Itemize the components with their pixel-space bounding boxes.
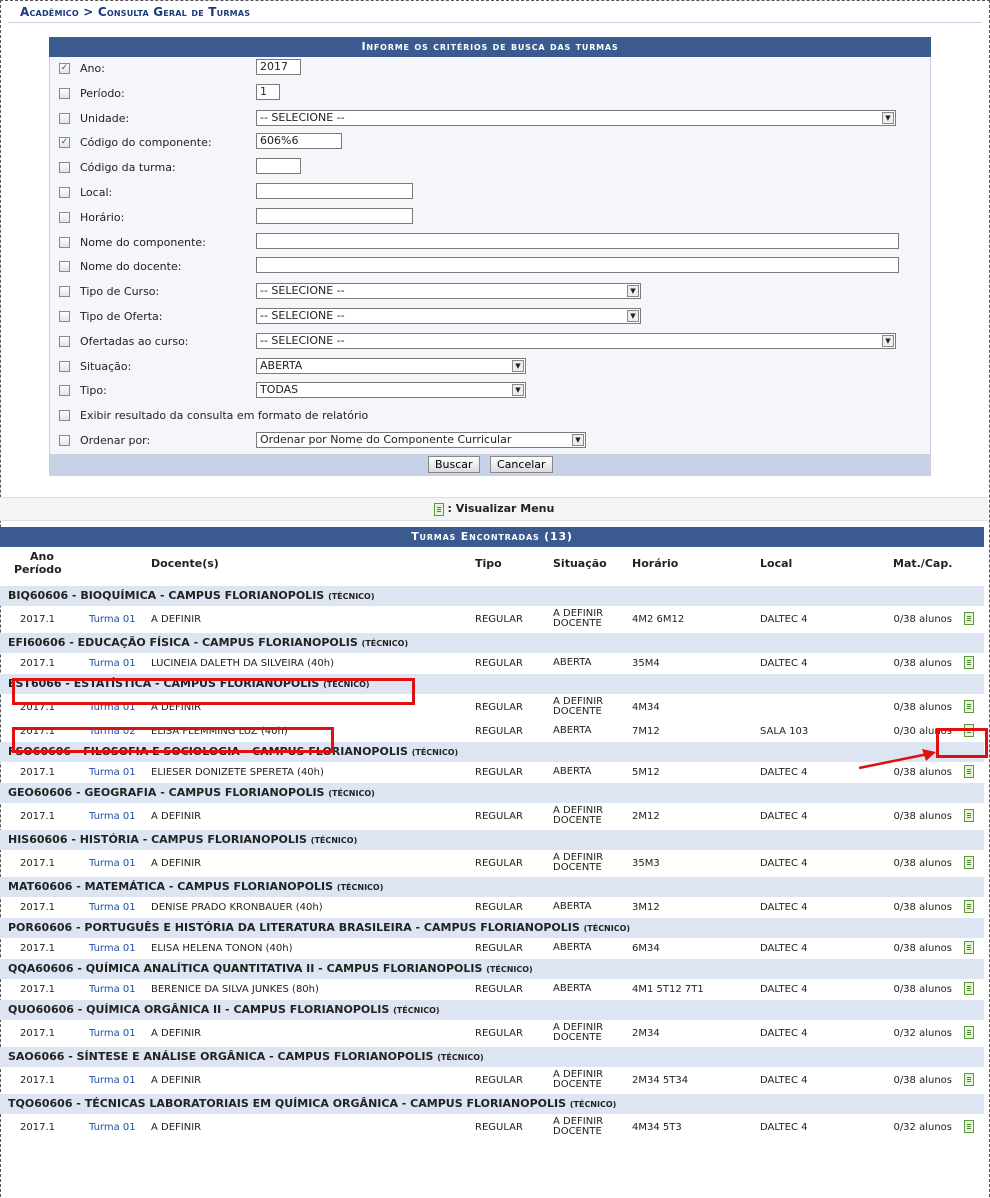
filter-select[interactable] — [256, 110, 896, 126]
cell-matcap: 0/30 alunos — [893, 726, 952, 737]
cell-tipo: REGULAR — [475, 1122, 523, 1133]
filter-checkbox[interactable] — [59, 212, 70, 223]
filter-checkbox[interactable] — [59, 361, 70, 372]
cell-local: DALTEC 4 — [760, 811, 808, 822]
table-row — [0, 653, 984, 674]
course-group-header — [0, 586, 984, 606]
header-horario: Horário — [632, 557, 679, 570]
search-row — [50, 379, 930, 404]
cell-local: DALTEC 4 — [760, 1122, 808, 1133]
cell-tipo: REGULAR — [475, 1075, 523, 1086]
filter-label: Código do componente: — [80, 136, 212, 150]
course-group-title: GEO60606 - GEOGRAFIA - CAMPUS FLORIANOPOLIS — [8, 786, 325, 799]
cell-horario: 5M12 — [632, 767, 660, 778]
cell-tipo: REGULAR — [475, 658, 523, 669]
course-group-tag: (TÉCNICO) — [411, 748, 459, 757]
chevron-down-icon[interactable]: ▼ — [627, 310, 639, 322]
results-header-row — [0, 547, 984, 586]
cell-situacao: A DEFINIR DOCENTE — [553, 805, 604, 826]
course-group-tag: (TÉCNICO) — [323, 680, 370, 689]
menu-legend — [0, 497, 988, 521]
filter-label: Unidade: — [80, 111, 130, 125]
cell-docente: A DEFINIR — [151, 858, 202, 869]
filter-checkbox[interactable] — [59, 162, 70, 173]
header-local: Local — [760, 557, 793, 570]
view-menu-icon[interactable] — [964, 941, 974, 954]
table-row — [0, 606, 984, 633]
cell-tipo: REGULAR — [475, 614, 523, 625]
course-group-header — [0, 830, 984, 850]
view-menu-icon[interactable] — [964, 1073, 974, 1086]
search-row — [50, 181, 930, 206]
search-form-body — [49, 57, 931, 454]
search-row — [50, 131, 930, 156]
cell-horario: 4M1 5T12 7T1 — [632, 984, 704, 995]
course-group-title: TQO60606 - TÉCNICAS LABORATORIAIS EM QUÍMICA ORGÂNICA - CAMPUS FLORIANOPOLIS — [8, 1097, 567, 1110]
filter-checkbox[interactable] — [59, 286, 70, 297]
course-group-header — [0, 633, 984, 653]
turma-link[interactable]: Turma 01 — [89, 943, 136, 954]
course-group-title: SAO6066 - SÍNTESE E ANÁLISE ORGÂNICA - CAMPUS FLORIANOPOLIS — [8, 1050, 434, 1063]
filter-checkbox[interactable] — [59, 113, 70, 124]
cell-local: DALTEC 4 — [760, 658, 808, 669]
view-menu-icon — [434, 503, 444, 516]
filter-label: Código da turma: — [80, 161, 176, 175]
cell-periodo: 2017.1 — [20, 1075, 55, 1086]
cell-horario: 2M34 — [632, 1028, 660, 1039]
filter-input[interactable] — [256, 208, 413, 224]
filter-checkbox[interactable] — [59, 311, 70, 322]
cell-horario: 4M34 — [632, 702, 660, 713]
filter-label: Nome do componente: — [80, 235, 206, 249]
cell-situacao: ABERTA — [553, 901, 592, 912]
cell-situacao: ABERTA — [553, 766, 592, 777]
filter-label: Tipo de Curso: — [80, 285, 160, 299]
cell-local: DALTEC 4 — [760, 1028, 808, 1039]
course-group-title: HIS60606 - HISTÓRIA - CAMPUS FLORIANOPOLIS — [8, 833, 307, 846]
header-docentes: Docente(s) — [151, 557, 219, 570]
turma-link[interactable]: Turma 01 — [89, 658, 136, 669]
view-menu-icon[interactable] — [964, 612, 974, 625]
filter-checkbox[interactable] — [59, 88, 70, 99]
filter-checkbox[interactable] — [59, 261, 70, 272]
view-menu-icon[interactable] — [964, 700, 974, 713]
course-group-tag: (TÉCNICO) — [336, 883, 384, 892]
filter-label: Local: — [80, 185, 113, 199]
search-row — [50, 107, 930, 132]
table-row — [0, 938, 984, 959]
cell-docente: A DEFINIR — [151, 1075, 202, 1086]
turma-link[interactable]: Turma 01 — [89, 902, 136, 913]
course-group-title: QQA60606 - QUÍMICA ANALÍTICA QUANTITATIVA II - CAMPUS FLORIANOPOLIS — [8, 962, 483, 975]
cell-local: DALTEC 4 — [760, 767, 808, 778]
menu-legend-text: : Visualizar Menu — [447, 502, 555, 515]
table-row — [0, 979, 984, 1000]
course-group-title: EFI60606 - EDUCAÇÃO FÍSICA - CAMPUS FLORIANOPOLIS — [8, 636, 358, 649]
filter-label: Horário: — [80, 210, 125, 224]
cell-docente: ELISA FLEMMING LUZ (40h) — [151, 726, 288, 737]
filter-checkbox[interactable] — [59, 336, 70, 347]
cell-periodo: 2017.1 — [20, 1028, 55, 1039]
view-menu-icon[interactable] — [964, 900, 974, 913]
cell-docente: DENISE PRADO KRONBAUER (40h) — [151, 902, 323, 913]
course-group-tag: (TÉCNICO) — [328, 592, 375, 601]
filter-label: Situação: — [80, 359, 132, 373]
filter-checkbox[interactable] — [59, 187, 70, 198]
buscar-button[interactable]: Buscar — [428, 456, 480, 473]
turma-link[interactable]: Turma 01 — [89, 1122, 136, 1133]
filter-label: Ofertadas ao curso: — [80, 334, 189, 348]
cell-periodo: 2017.1 — [20, 614, 55, 625]
turma-link[interactable]: Turma 02 — [89, 726, 136, 737]
filter-checkbox[interactable] — [59, 237, 70, 248]
filter-select[interactable] — [256, 432, 586, 448]
cell-periodo: 2017.1 — [20, 811, 55, 822]
cell-matcap: 0/38 alunos — [893, 658, 952, 669]
chevron-down-icon[interactable]: ▼ — [512, 384, 524, 396]
filter-label: Tipo de Oferta: — [80, 309, 163, 323]
breadcrumb: Acadêmico > Consulta Geral de Turmas — [20, 5, 251, 19]
filter-select[interactable] — [256, 333, 896, 349]
cell-matcap: 0/32 alunos — [893, 1122, 952, 1133]
highlight-arrow — [856, 749, 938, 771]
cell-local: DALTEC 4 — [760, 858, 808, 869]
cell-horario: 35M4 — [632, 658, 660, 669]
turma-link[interactable]: Turma 01 — [89, 702, 136, 713]
table-row — [0, 803, 984, 830]
chevron-down-icon[interactable]: ▼ — [882, 112, 894, 124]
cell-situacao: ABERTA — [553, 983, 592, 994]
header-periodo: Período — [14, 563, 62, 576]
cell-horario: 4M34 5T3 — [632, 1122, 682, 1133]
cell-docente: BERENICE DA SILVA JUNKES (80h) — [151, 984, 319, 995]
filter-checkbox[interactable] — [59, 385, 70, 396]
cell-periodo: 2017.1 — [20, 858, 55, 869]
cell-periodo: 2017.1 — [20, 767, 55, 778]
cell-docente: A DEFINIR — [151, 1122, 202, 1133]
filter-input[interactable] — [256, 183, 413, 199]
cell-matcap: 0/38 alunos — [893, 943, 952, 954]
cell-periodo: 2017.1 — [20, 1122, 55, 1133]
turma-link[interactable]: Turma 01 — [89, 614, 136, 625]
course-group-tag: (TÉCNICO) — [310, 836, 358, 845]
view-menu-icon[interactable] — [964, 856, 974, 869]
filter-input[interactable]: 606%6 — [256, 133, 342, 149]
turma-link[interactable]: Turma 01 — [89, 1075, 136, 1086]
search-form-title: Informe os critérios de busca das turmas — [49, 37, 931, 57]
header-ano: Ano — [30, 550, 54, 563]
filter-checkbox[interactable]: ✓ — [60, 63, 69, 73]
table-row — [0, 762, 984, 783]
cell-matcap: 0/38 alunos — [893, 811, 952, 822]
search-row — [50, 206, 930, 231]
table-row — [0, 1114, 984, 1141]
turma-link[interactable]: Turma 01 — [89, 858, 136, 869]
cell-matcap: 0/38 alunos — [893, 614, 952, 625]
results-title: Turmas Encontradas (13) — [0, 527, 984, 547]
highlight-est-group — [12, 678, 415, 705]
cell-matcap: 0/38 alunos — [893, 702, 952, 713]
cell-horario: 3M12 — [632, 902, 660, 913]
filter-label: Período: — [80, 86, 125, 100]
filter-select[interactable] — [256, 358, 526, 374]
cell-matcap: 0/32 alunos — [893, 1028, 952, 1039]
course-group-tag: (TÉCNICO) — [393, 1006, 440, 1015]
course-group-title: POR60606 - PORTUGUÊS E HISTÓRIA DA LITERATURA BRASILEIRA - CAMPUS FLORIANOPOLIS — [8, 921, 580, 934]
cell-situacao: A DEFINIR DOCENTE — [553, 696, 604, 717]
cell-situacao: A DEFINIR DOCENTE — [553, 1022, 604, 1043]
search-form — [49, 37, 931, 476]
view-menu-icon[interactable] — [964, 656, 974, 669]
turma-link[interactable]: Turma 01 — [89, 984, 136, 995]
cell-horario: 2M34 5T34 — [632, 1075, 689, 1086]
cell-situacao: ABERTA — [553, 725, 592, 736]
chevron-down-icon[interactable]: ▼ — [627, 285, 639, 297]
cell-docente: A DEFINIR — [151, 614, 202, 625]
cell-periodo: 2017.1 — [20, 702, 55, 713]
highlight-turma02-row — [12, 727, 334, 753]
filter-input[interactable]: 1 — [256, 84, 280, 100]
table-row — [0, 850, 984, 877]
filter-input[interactable]: 2017 — [256, 59, 301, 75]
cell-local: DALTEC 4 — [760, 943, 808, 954]
cancelar-button[interactable]: Cancelar — [490, 456, 553, 473]
header-tipo: Tipo — [475, 557, 502, 570]
filter-checkbox[interactable] — [59, 410, 70, 421]
cell-matcap: 0/38 alunos — [893, 902, 952, 913]
search-row — [50, 404, 930, 429]
cell-tipo: REGULAR — [475, 902, 523, 913]
cell-docente: ELISA HELENA TONON (40h) — [151, 943, 293, 954]
cell-situacao: A DEFINIR DOCENTE — [553, 1069, 604, 1090]
course-group-header — [0, 783, 984, 803]
cell-horario: 7M12 — [632, 726, 660, 737]
filter-select-value: -- SELECIONE -- — [260, 333, 345, 347]
search-row — [50, 231, 930, 256]
cell-tipo: REGULAR — [475, 984, 523, 995]
table-row — [0, 1020, 984, 1047]
course-group-header — [0, 959, 984, 979]
course-group-title: EST6066 - ESTATÍSTICA - CAMPUS FLORIANOPOLIS — [8, 677, 320, 690]
view-menu-icon[interactable] — [964, 982, 974, 995]
search-row — [50, 280, 930, 305]
course-group-title: FSO60606 - FILOSOFIA E SOCIOLOGIA - CAMPUS FLORIANOPOLIS — [8, 745, 408, 758]
course-group-tag: (TÉCNICO) — [361, 639, 409, 648]
cell-tipo: REGULAR — [475, 943, 523, 954]
cell-situacao: ABERTA — [553, 942, 592, 953]
search-row — [50, 57, 930, 82]
table-row — [0, 1067, 984, 1094]
course-group-tag: (TÉCNICO) — [583, 924, 631, 933]
header-situacao: Situação — [553, 557, 607, 570]
filter-input[interactable] — [256, 233, 899, 249]
table-row — [0, 897, 984, 918]
course-group-tag: (TÉCNICO) — [569, 1100, 617, 1109]
cell-horario: 2M12 — [632, 811, 660, 822]
breadcrumb-divider — [8, 22, 982, 23]
course-group-tag: (TÉCNICO) — [328, 789, 375, 798]
highlight-menu-icon — [936, 728, 988, 758]
search-form-footer — [49, 454, 931, 476]
chevron-down-icon[interactable]: ▼ — [572, 434, 584, 446]
filter-label: Exibir resultado da consulta em formato de relatório — [80, 409, 369, 423]
course-group-tag: (TÉCNICO) — [486, 965, 533, 974]
filter-select[interactable] — [256, 382, 526, 398]
cell-docente: LUCINEIA DALETH DA SILVEIRA (40h) — [151, 658, 335, 669]
filter-select-value: ABERTA — [260, 358, 303, 372]
cell-matcap: 0/38 alunos — [893, 984, 952, 995]
cell-periodo: 2017.1 — [20, 943, 55, 954]
view-menu-icon[interactable] — [964, 765, 974, 778]
cell-periodo: 2017.1 — [20, 984, 55, 995]
cell-situacao: ABERTA — [553, 657, 592, 668]
filter-label: Tipo: — [80, 384, 107, 398]
search-row — [50, 82, 930, 107]
course-group-header — [0, 918, 984, 938]
cell-docente: A DEFINIR — [151, 1028, 202, 1039]
cell-horario: 6M34 — [632, 943, 660, 954]
cell-local: SALA 103 — [760, 726, 809, 737]
search-row — [50, 429, 930, 454]
view-menu-icon[interactable] — [964, 1026, 974, 1039]
course-group-title: QUO60606 - QUÍMICA ORGÂNICA II - CAMPUS FLORIANOPOLIS — [8, 1003, 390, 1016]
cell-local: DALTEC 4 — [760, 984, 808, 995]
filter-select[interactable] — [256, 283, 641, 299]
results-body — [0, 586, 984, 1141]
filter-select-value: TODAS — [260, 383, 299, 397]
cell-horario: 35M3 — [632, 858, 660, 869]
cell-horario: 4M2 6M12 — [632, 614, 685, 625]
turma-link[interactable]: Turma 01 — [89, 811, 136, 822]
turma-link[interactable]: Turma 01 — [89, 767, 136, 778]
course-group-title: MAT60606 - MATEMÁTICA - CAMPUS FLORIANOPOLIS — [8, 880, 334, 893]
search-row — [50, 355, 930, 380]
filter-checkbox[interactable] — [59, 435, 70, 446]
filter-select-value: -- SELECIONE -- — [260, 284, 345, 298]
cell-tipo: REGULAR — [475, 1028, 523, 1039]
filter-select[interactable] — [256, 308, 641, 324]
filter-input[interactable] — [256, 158, 301, 174]
cell-local: DALTEC 4 — [760, 614, 808, 625]
cell-periodo: 2017.1 — [20, 902, 55, 913]
search-row — [50, 330, 930, 355]
cell-tipo: REGULAR — [475, 726, 523, 737]
view-menu-icon[interactable] — [964, 809, 974, 822]
course-group-header — [0, 1094, 984, 1114]
cell-local: DALTEC 4 — [760, 902, 808, 913]
filter-label: Nome do docente: — [80, 260, 182, 274]
cell-periodo: 2017.1 — [20, 726, 55, 737]
cell-docente: A DEFINIR — [151, 702, 202, 713]
filter-input[interactable] — [256, 257, 899, 273]
search-row — [50, 255, 930, 280]
course-group-header — [0, 1047, 984, 1067]
filter-select-value: -- SELECIONE -- — [260, 308, 345, 322]
filter-checkbox[interactable]: ✓ — [60, 137, 69, 148]
filter-label: Ano: — [80, 62, 105, 75]
cell-tipo: REGULAR — [475, 702, 523, 713]
course-group-header — [0, 1000, 984, 1020]
cell-tipo: REGULAR — [475, 858, 523, 869]
cell-matcap: 0/38 alunos — [893, 767, 952, 778]
cell-situacao: A DEFINIR DOCENTE — [553, 1116, 604, 1137]
cell-docente: ELIESER DONIZETE SPERETA (40h) — [151, 767, 324, 778]
cell-situacao: A DEFINIR DOCENTE — [553, 852, 604, 873]
cell-docente: A DEFINIR — [151, 811, 202, 822]
course-group-header — [0, 877, 984, 897]
chevron-down-icon[interactable]: ▼ — [512, 360, 524, 372]
filter-select-value: Ordenar por Nome do Componente Curricular — [260, 432, 512, 446]
cell-matcap: 0/38 alunos — [893, 858, 952, 869]
chevron-down-icon[interactable]: ▼ — [882, 335, 894, 347]
cell-tipo: REGULAR — [475, 767, 523, 778]
cell-periodo: 2017.1 — [20, 658, 55, 669]
search-row — [50, 305, 930, 330]
course-group-title: BIQ60606 - BIOQUÍMICA - CAMPUS FLORIANOPOLIS — [8, 589, 325, 602]
filter-label: Ordenar por: — [80, 433, 151, 447]
cell-matcap: 0/38 alunos — [893, 1075, 952, 1086]
turma-link[interactable]: Turma 01 — [89, 1028, 136, 1039]
cell-situacao: A DEFINIR DOCENTE — [553, 608, 604, 629]
cell-local: DALTEC 4 — [760, 1075, 808, 1086]
filter-select-value: -- SELECIONE -- — [260, 110, 345, 124]
header-matcap: Mat./Cap. — [893, 557, 953, 570]
search-row — [50, 156, 930, 181]
results-table — [0, 527, 984, 1141]
view-menu-icon[interactable] — [964, 1120, 974, 1133]
cell-tipo: REGULAR — [475, 811, 523, 822]
course-group-tag: (TÉCNICO) — [437, 1053, 484, 1062]
